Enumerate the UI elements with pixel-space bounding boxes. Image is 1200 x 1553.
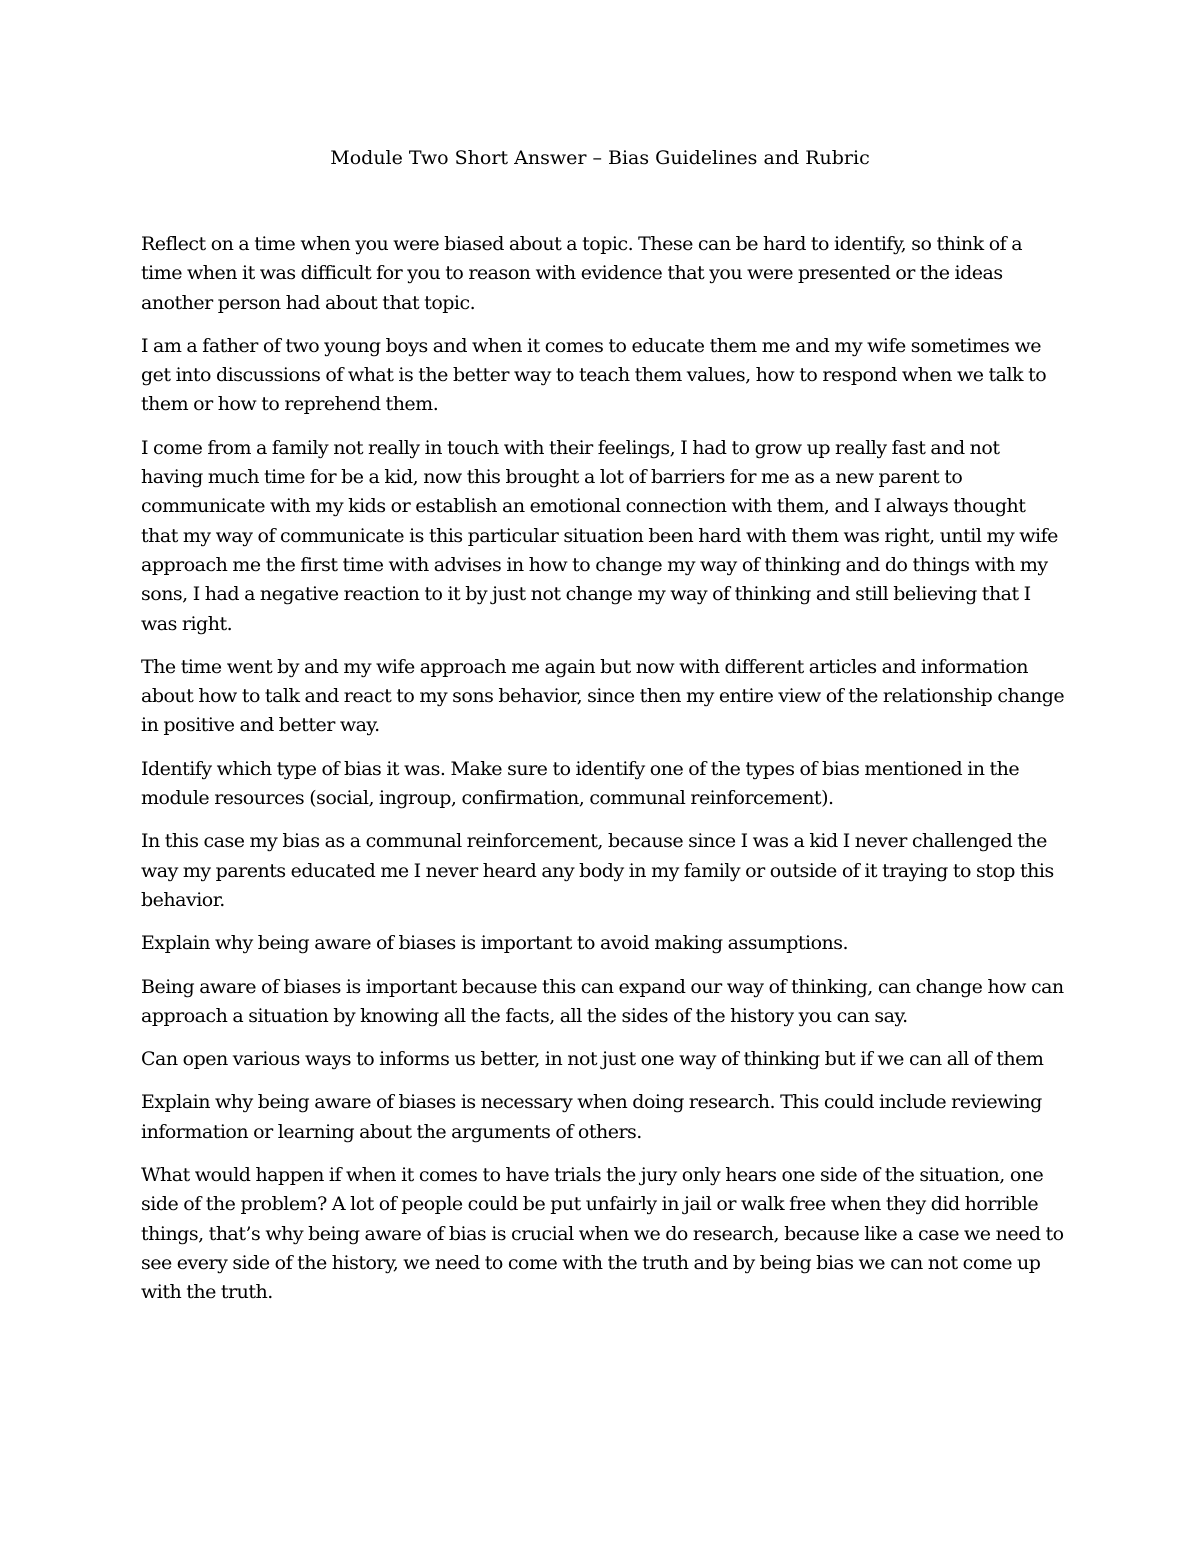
prompt-identify-bias: Identify which type of bias it was. Make sure to identify one of the types of bias mentioned in the module resources (social, ingroup, confirmation, communal reinforcement). — [141, 757, 1020, 810]
answer-paragraph: Can open various ways to informs us better, in not just one way of thinking but if we can all of them — [141, 1048, 1044, 1071]
prompt-reflect: Reflect on a time when you were biased about a topic. These can be hard to identify, so think of a time when it was difficult for you to reason with evidence that you were presented or the ideas another person had about that topic. — [141, 233, 1023, 314]
document-title: Module Two Short Answer – Bias Guidelines and Rubric — [330, 147, 870, 169]
answer-paragraph: I am a father of two young boys and when it comes to educate them me and my wife sometimes we get into discussions of what is the better way to teach them values, how to respond when we talk to them or how to reprehend them. — [141, 334, 1047, 416]
document-body — [141, 230, 1066, 1322]
answer-paragraph: Being aware of biases is important because this can expand our way of thinking, can change how can approach a situation by knowing all the facts, all the sides of the history you can say. — [141, 975, 1064, 1027]
answer-paragraph: I come from a family not really in touch with their feelings, I had to grow up really fast and not having much time for be a kid, now this brought a lot of barriers for me as a new parent to communicate with my kids or establish an emotional connection with them, and I always thought that my way of communicate is this particular situation been hard with them was right, until my wife approach me the first time with advises in how to change my way of thinking and do things with my sons, I had a negative reaction to it by just not change my way of thinking and still believing that I was right. — [141, 436, 1058, 635]
answer-paragraph: What would happen if when it comes to have trials the jury only hears one side of the situation, one side of the problem? A lot of people could be put unfairly in jail or walk free when they did horrible things, that’s why being aware of bias is crucial when we do research, because like a case we need to see every side of the history, we need to come with the truth and by being bias we can not come up with the truth. — [141, 1164, 1064, 1304]
answer-paragraph: The time went by and my wife approach me again but now with different articles and information about how to talk and react to my sons behavior, since then my entire view of the relationship change in positive and better way. — [141, 655, 1065, 737]
prompt-research: Explain why being aware of biases is necessary when doing research. This could include reviewing information or learning about the arguments of others. — [141, 1091, 1042, 1143]
answer-paragraph: In this case my bias as a communal reinforcement, because since I was a kid I never challenged the way my parents educated me I never heard any body in my family or outside of it traying to stop this behavior. — [141, 830, 1054, 911]
prompt-assumptions: Explain why being aware of biases is important to avoid making assumptions. — [141, 932, 849, 955]
